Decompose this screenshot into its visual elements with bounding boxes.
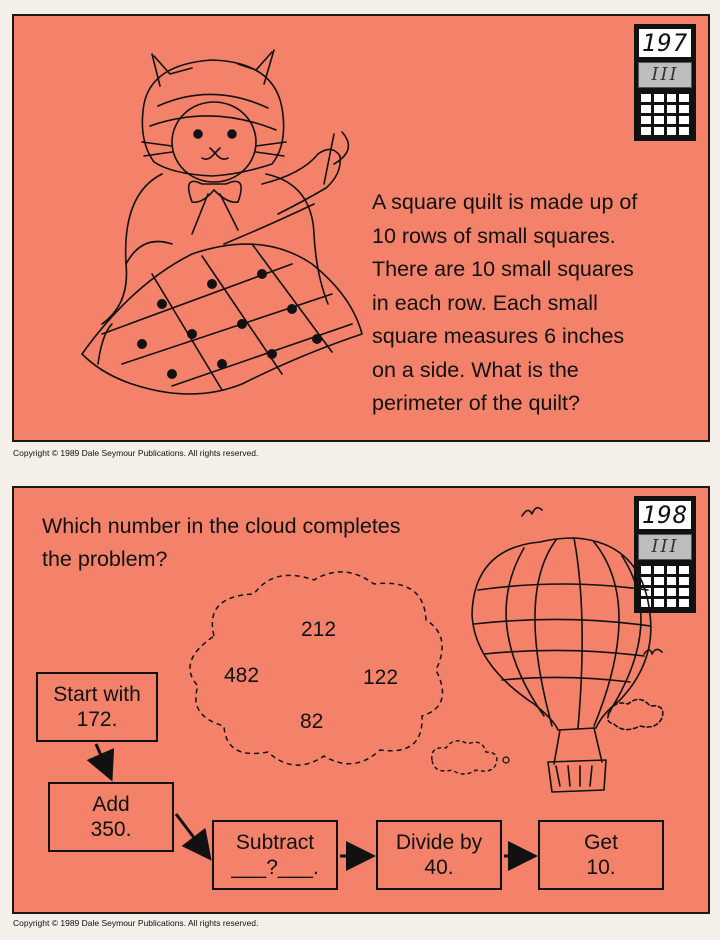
flow-box-value: 10. bbox=[586, 856, 616, 879]
cloud-number: 482 bbox=[224, 664, 260, 687]
problem-line: There are 10 small squares bbox=[372, 257, 634, 281]
arrow-add-to-subtract bbox=[176, 814, 208, 856]
problem-card-197 bbox=[12, 14, 710, 442]
problem-line: on a side. What is the bbox=[372, 357, 579, 382]
flow-box-label: Divide by bbox=[395, 831, 483, 854]
level-indicator: III bbox=[638, 62, 692, 88]
flow-box-value: 172. bbox=[76, 708, 118, 731]
question-line: Which number in the cloud completes bbox=[42, 514, 401, 538]
problem-text bbox=[372, 186, 692, 421]
calculator-keypad-icon bbox=[638, 92, 692, 137]
cloud-number: 122 bbox=[363, 666, 399, 689]
problem-line: in each row. Each small bbox=[372, 290, 598, 315]
problem-line: A square quilt is made up of bbox=[372, 190, 638, 214]
card-number-badge bbox=[634, 24, 696, 141]
problem-card-198 bbox=[12, 486, 710, 914]
flow-box-blank: ___?___. bbox=[231, 856, 319, 879]
problem-line: 10 rows of small squares. bbox=[372, 223, 616, 248]
copyright-notice: Copyright © 1989 Dale Seymour Publications. All rights reserved. bbox=[13, 918, 259, 928]
flow-arrows bbox=[14, 488, 710, 914]
flow-box-label: Add bbox=[92, 793, 130, 816]
cloud-number: 212 bbox=[301, 618, 337, 641]
level-indicator: III bbox=[638, 534, 692, 560]
flow-box-value: 350. bbox=[90, 818, 132, 841]
problem-line: perimeter of the quilt? bbox=[372, 391, 580, 415]
flow-box-label: Subtract bbox=[235, 831, 315, 854]
cat-quilting-illustration bbox=[42, 34, 372, 404]
problem-line: square measures 6 inches bbox=[372, 324, 625, 348]
flow-box-value: 40. bbox=[424, 856, 454, 879]
arrow-start-to-add bbox=[96, 744, 110, 776]
card-number: 198 bbox=[638, 500, 692, 530]
card-number: 197 bbox=[638, 28, 692, 58]
flow-box-label: Get bbox=[584, 831, 618, 854]
flow-box-label: Start with bbox=[53, 683, 141, 706]
cloud-number: 82 bbox=[300, 710, 324, 733]
question-line: the problem? bbox=[42, 547, 168, 571]
copyright-notice: Copyright © 1989 Dale Seymour Publications. All rights reserved. bbox=[13, 448, 259, 458]
